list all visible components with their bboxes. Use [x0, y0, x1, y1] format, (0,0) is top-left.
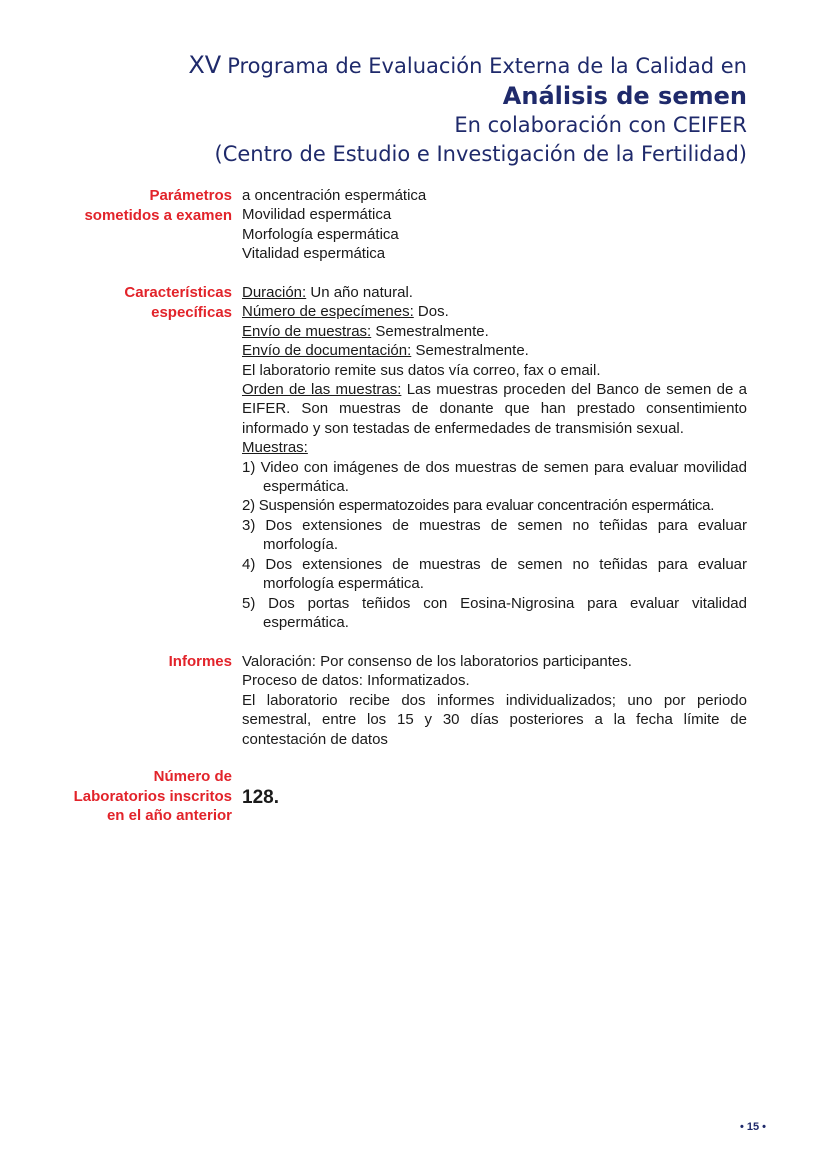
header-roman-numeral: XV	[188, 51, 222, 79]
list-item: 3) Dos extensiones de muestras de semen no teñidas para evaluar morfología.	[242, 516, 747, 554]
orden-paragraph: Orden de las muestras: Las muestras proceden del Banco de semen de a EIFER. Son muestras de donante que han prestado consentimiento informado y son testadas de enfermedades de transmisión sexual.	[242, 381, 747, 437]
section-content	[242, 283, 747, 632]
section-content	[242, 652, 747, 749]
laboratorios-count: 128.	[242, 787, 279, 808]
informes-line: Valoración: Por consenso de los laboratorios participantes.	[242, 653, 632, 670]
list-item: 5) Dos portas teñidos con Eosina-Nigrosina para evaluar vitalidad espermática.	[242, 594, 747, 631]
section-label: Parámetros sometidos a examen	[84, 187, 232, 224]
section-label: Número de Laboratorios inscritos en el año anterior	[73, 768, 232, 825]
header-line1	[188, 50, 747, 81]
list-item: Movilidad espermática	[242, 206, 392, 224]
list-item: 4) Dos extensiones de muestras de semen no teñidas para evaluar morfología espermática.	[242, 555, 747, 593]
list-item: Vitalidad espermática	[242, 245, 386, 263]
remite-line: El laboratorio remite sus datos vía correo, fax o email.	[242, 361, 601, 379]
header-collaboration: En colaboración con CEIFER	[454, 113, 747, 137]
section-label: Características específicas	[124, 284, 232, 321]
section-content	[242, 186, 747, 264]
muestras-heading: Muestras:	[242, 439, 308, 457]
list-item: a oncentración espermática	[242, 187, 427, 204]
envio-documentacion-line: Envío de documentación: Semestralmente.	[242, 342, 529, 360]
page-number: • 15 •	[739, 1121, 766, 1133]
list-item: 2) Suspensión espermatozoides para evaluar concentración espermática.	[242, 497, 715, 515]
document-header	[188, 50, 747, 169]
informes-line: El laboratorio recibe dos informes individualizados; uno por periodo semestral, entre los 15 y 30 días posteriores a la fecha límite de contestación de datos	[242, 691, 747, 748]
header-center-name: (Centro de Estudio e Investigación de la Fertilidad)	[214, 142, 747, 166]
header-program-title: Programa de Evaluación Externa de la Calidad en	[227, 54, 747, 78]
envio-muestras-line: Envío de muestras: Semestralmente.	[242, 322, 489, 340]
informes-line: Proceso de datos: Informatizados.	[242, 672, 470, 690]
especimenes-line: Número de especímenes: Dos.	[242, 303, 449, 321]
duracion-line: Duración: Un año natural.	[242, 284, 413, 301]
list-item: Morfología espermática	[242, 225, 399, 243]
section-content	[242, 788, 747, 808]
header-subject: Análisis de semen	[502, 82, 747, 110]
section-label: Informes	[168, 653, 232, 670]
list-item: 1) Video con imágenes de dos muestras de semen para evaluar movilidad espermática.	[242, 458, 747, 496]
